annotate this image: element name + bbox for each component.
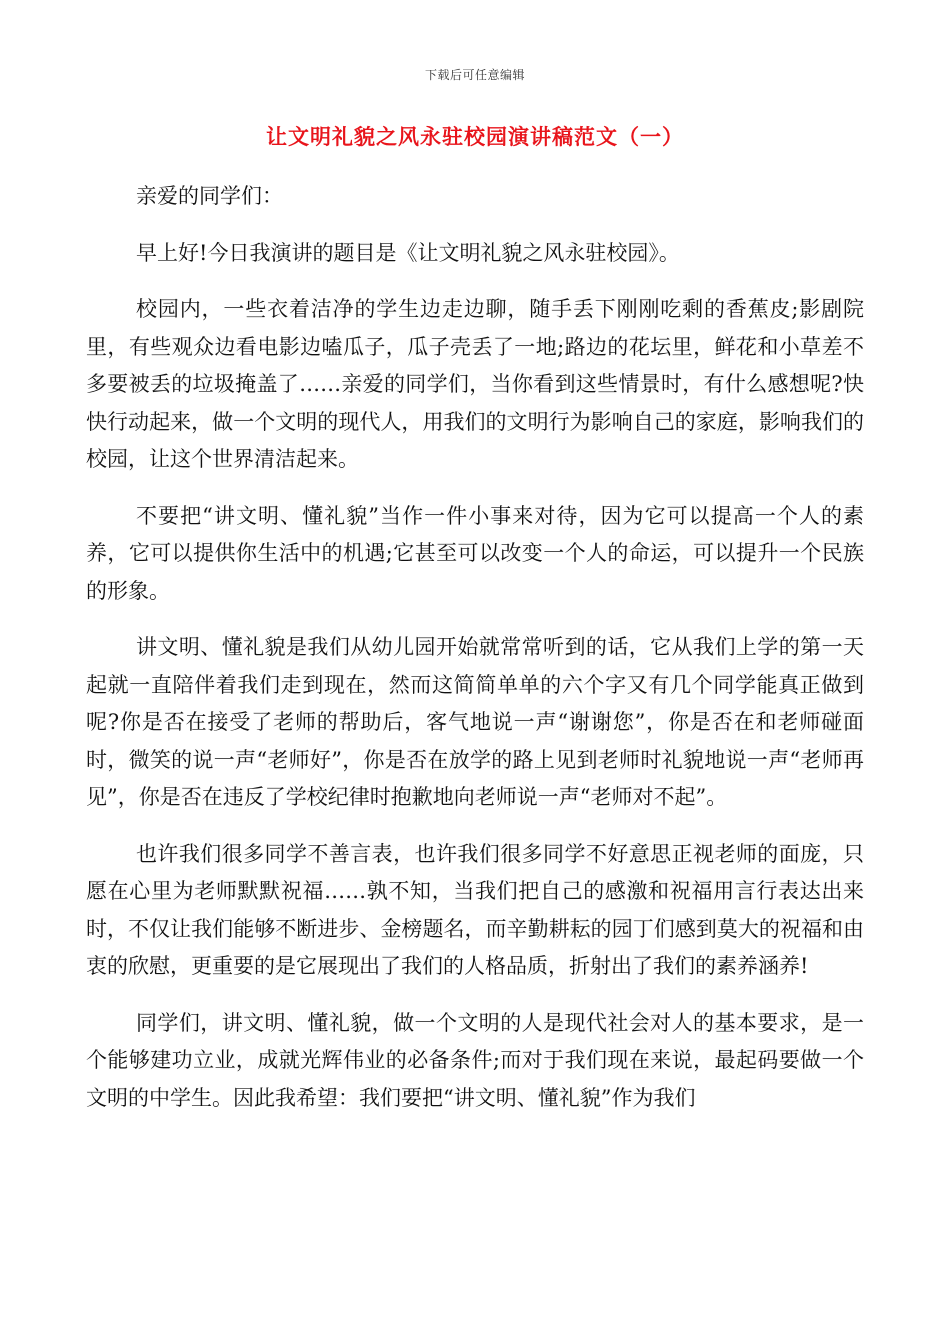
paragraph-importance: 不要把“讲文明、懂礼貌”当作一件小事来对待，因为它可以提高一个人的素养，它可以提供你生活中的机遇;它甚至可以改变一个人的命运，可以提升一个民族的形象。 <box>86 503 864 603</box>
document-body <box>86 178 864 1136</box>
paragraph-greeting: 亲爱的同学们： <box>136 184 283 208</box>
paragraph-opening: 早上好!今日我演讲的题目是《让文明礼貌之风永驻校园》。 <box>136 240 680 265</box>
paragraph-campus-scene: 校园内，一些衣着洁净的学生边走边聊，随手丢下刚刚吃剩的香蕉皮;影剧院里，有些观众边看电影边嗑瓜子，瓜子壳丢了一地;路边的花坛里，鲜花和小草差不多要被丢的垃圾掩盖了……亲爱的同学们，当你看到这些情景时，有什么感想呢?快快行动起来，做一个文明的现代人，用我们的文明行为影响自己的家庭，影响我们的校园，让这个世界清洁起来。 <box>86 297 864 471</box>
header-note: 下载后可任意编辑 <box>424 68 525 82</box>
paragraph-requirement: 同学们，讲文明、懂礼貌，做一个文明的人是现代社会对人的基本要求，是一个能够建功立业，成就光辉伟业的必备条件;而对于我们现在来说，最起码要做一个文明的中学生。因此我希望：我们要把“讲文明、懂礼貌”作为我们 <box>86 1010 864 1110</box>
paragraph-gratitude: 也许我们很多同学不善言表，也许我们很多同学不好意思正视老师的面庞，只愿在心里为老师默默祝福……孰不知，当我们把自己的感激和祝福用言行表达出来时，不仅让我们能够不断进步、金榜题名，而辛勤耕耘的园丁们感到莫大的祝福和由衷的欣慰，更重要的是它展现出了我们的人格品质，折射出了我们的素养涵养! <box>86 841 864 978</box>
document-title: 让文明礼貌之风永驻校园演讲稿范文（一） <box>266 124 684 149</box>
paragraph-questions: 讲文明、懂礼貌是我们从幼儿园开始就常常听到的话，它从我们上学的第一天起就一直陪伴着我们走到现在，然而这简简单单的六个字又有几个同学能真正做到呢?你是否在接受了老师的帮助后，客气地说一声“谢谢您”，你是否在和老师碰面时，微笑的说一声“老师好”，你是否在放学的路上见到老师时礼貌地说一声“老师再见”，你是否在违反了学校纪律时抱歉地向老师说一声“老师对不起”。 <box>86 635 864 809</box>
